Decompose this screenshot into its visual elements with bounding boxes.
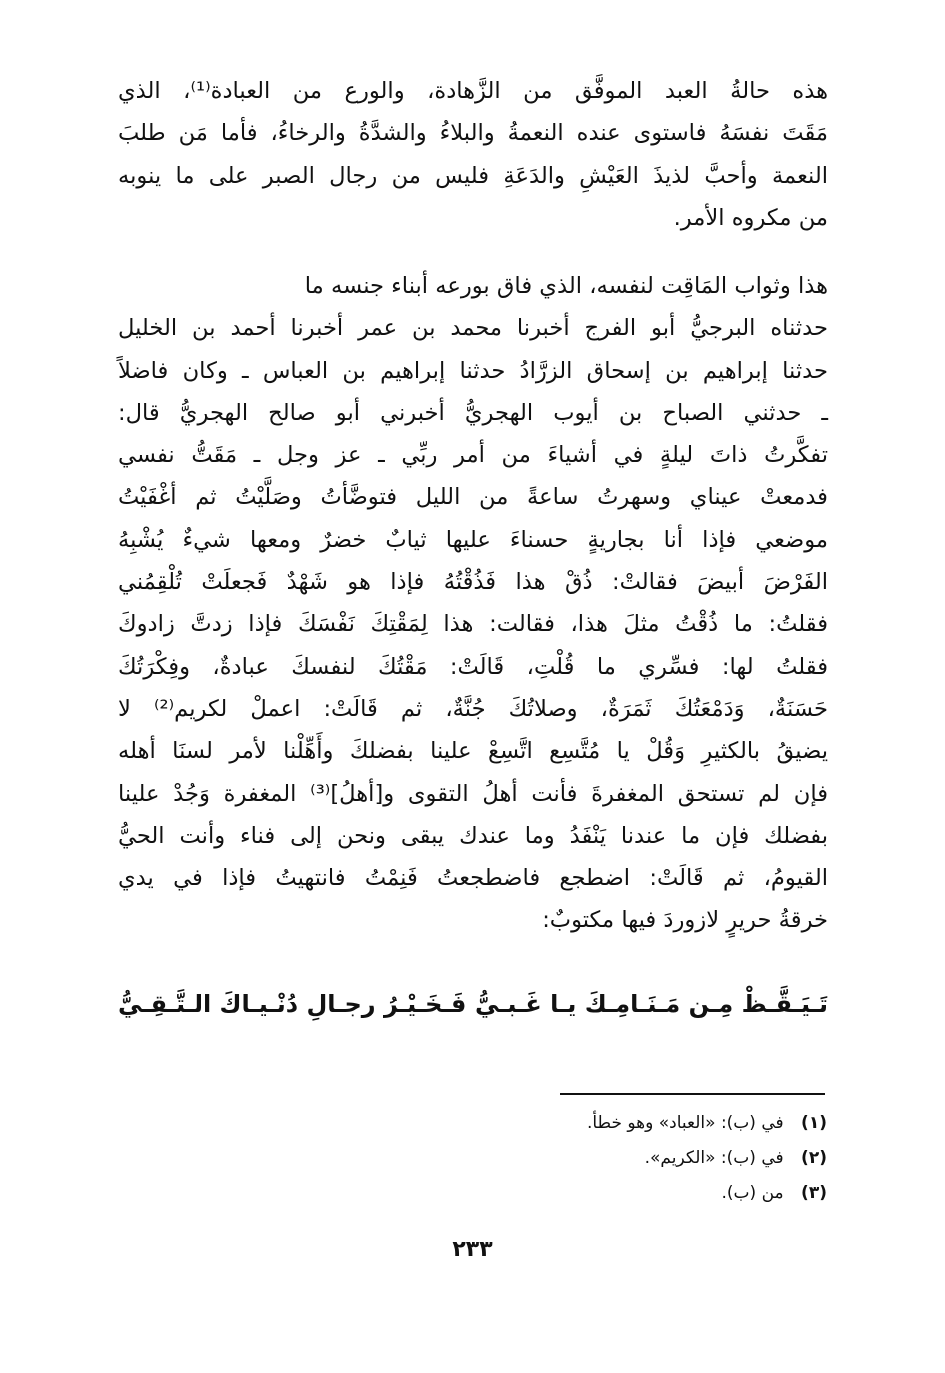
text-line: هذه حالةُ العبد الموفَّق من الزَّهادة، والورع من العبادة⁽¹⁾، الذي [118, 78, 828, 104]
text-line: من مكروه الأمر. [673, 204, 828, 231]
text-line: فدمعتْ عيناي وسهرتُ ساعةً من الليل فتوضَّأتُ وصَلَّيْتُ ثم أغْفَيْتُ [118, 484, 828, 511]
poem-second-hemistich: فَـخَـيْـرُ رجـالِ دُنْـيـاكَ الـتَّـقِـيُّ [118, 990, 467, 1018]
text-line: مَقَتَ نفسَهُ فاستوى عنده النعمةُ والبلاءُ والشدَّةُ والرخاءُ، فأما مَن طلبَ [118, 120, 828, 147]
footnote-number: (١) [801, 1113, 827, 1133]
footnote-number: (٢) [801, 1148, 827, 1168]
poem-first-hemistich: تَـيَـقَّـظْ مِـن مَـنَـامِـكَ يـا غَـبـيُّ [474, 990, 828, 1018]
text-line: حدثناه البرجيُّ أبو الفرج أخبرنا محمد بن عمر أخبرنا أحمد بن الخليل [118, 315, 828, 342]
footnotes [427, 1106, 827, 1211]
text-line: حَسَنَةٌ، وَدَمْعَتُكَ ثَمَرَةٌ، وصلاتُكَ جُنَّةٌ، ثم قَالَتْ: اعملْ لكريم⁽²⁾ لا [118, 695, 828, 722]
text-line: ـ حدثني الصباح بن أيوب الهجريُّ أخبرني أبو صالح الهجريُّ قال: [118, 399, 828, 426]
text-line: خرقةُ حريرٍ لازوردَ فيها مكتوبٌ: [542, 907, 828, 934]
footnote-text: في (ب): «العباد» وهو خطأ. [586, 1113, 784, 1133]
footnote-text: من (ب). [721, 1183, 784, 1203]
footnote [427, 1141, 827, 1176]
text-line: هذا وثواب المَاقِت لنفسه، الذي فاق بورعه أبناء جنسه ما [304, 273, 828, 299]
text-line: تفكَّرتُ ذاتَ ليلةٍ في أشياءَ من أمر ربِّي ـ عز وجل ـ مَقَتُّ نفسي [118, 442, 828, 469]
footnote-number: (٣) [801, 1183, 827, 1203]
footnote-separator [560, 1093, 825, 1095]
text-line: حدثنا إبراهيم بن إسحاق الزرَّادُ حدثنا إبراهيم بن العباس ـ وكان فاضلاً [118, 357, 828, 384]
footnote [427, 1106, 827, 1141]
page-number: ٢٣٣ [452, 1237, 493, 1262]
text-line: فقلتُ: ما ذُقْتُ مثلَ هذا، فقالت: هذا لِمَقْتِكَ نَفْسَكَ فإذا زدتَّ زادوكَ [118, 611, 828, 638]
text-line: موضعي فإذا أنا بجاريةٍ حسناءَ عليها ثيابٌ خضرٌ ومعها شيءٌ يُشْبِهُ [118, 526, 828, 553]
text-line: فإن لم تستحق المغفرةَ فأنت أهلُ التقوى و[أهلُ]⁽³⁾ المغفرة وَجُدْ علينا [118, 780, 829, 807]
footnote-text: في (ب): «الكريم». [644, 1148, 784, 1168]
footnote [427, 1176, 827, 1211]
text-line: الفَرْضَ أبيضَ فقالتْ: ذُقْ هذا فَذُقْتُهُ فإذا هو شَهْدٌ فَجعلَتْ تُلْقِمُني [118, 569, 828, 596]
text-line: بفضلك فإن ما عندنا يَنْفَدُ وما عندك يبقى ونحن إلى فناء وأنت الحيُّ [118, 822, 828, 849]
text-line: يضيقُ بالكثيرِ وَقُلْ يا مُتَّسِع اتَّسِعْ علينا بفضلكَ وأَهِّلْنا لأمر لسنَا أهله [118, 738, 828, 765]
poem-verse [118, 990, 828, 1040]
text-line: القيومُ، ثم قَالَتْ: اضطجع فاضطجعتُ فَنِمْتُ فانتهيتُ فإذا في يدي [118, 865, 828, 892]
paragraph-2 [118, 265, 828, 942]
text-line: فقلتُ لها: فسِّري ما قُلْتِ، قَالَتْ: مَقْتُكَ لنفسكَ عبادةٌ، وفِكْرَتُكَ [118, 653, 828, 680]
paragraph-1 [118, 70, 828, 239]
text-line: النعمة وأحبَّ لذيذَ العَيْشِ والدَعَةِ فليس من رجال الصبر على ما ينوبه [118, 162, 828, 189]
